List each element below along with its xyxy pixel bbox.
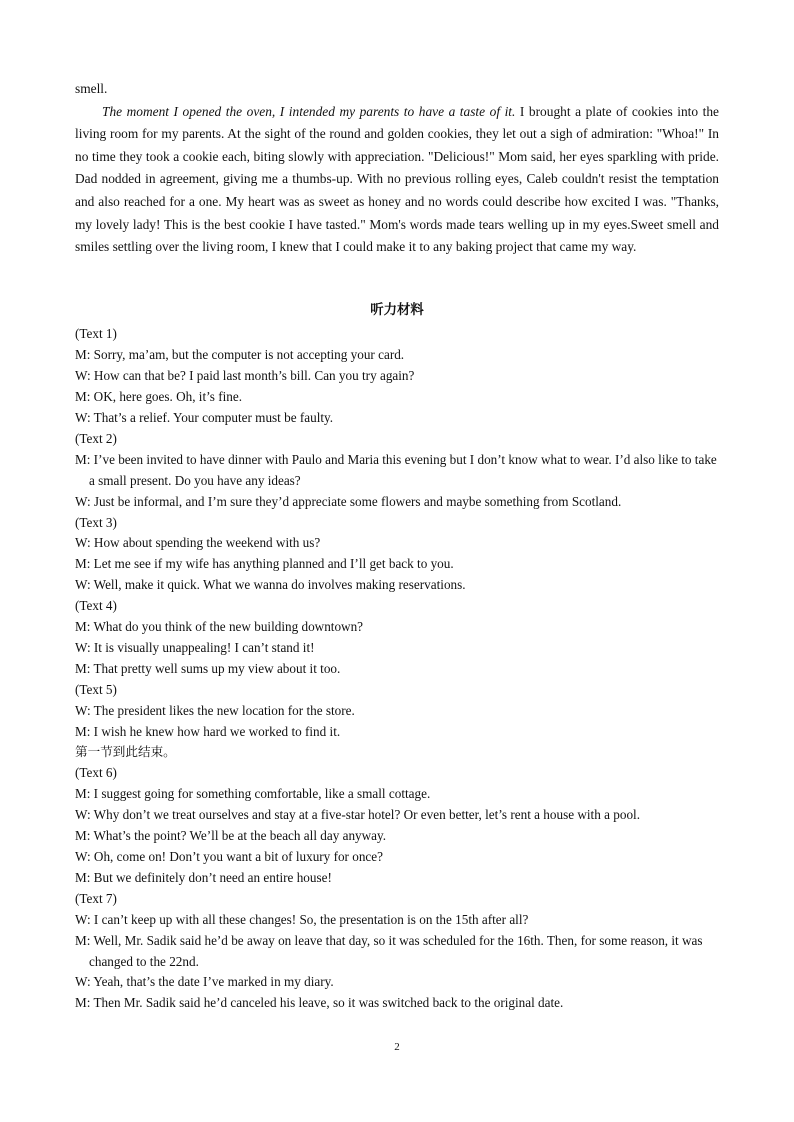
script-line: M: What’s the point? We’ll be at the beach all day anyway. <box>75 828 387 844</box>
script-line: M: But we definitely don’t need an entire house! <box>75 869 332 885</box>
script-line: M: What do you think of the new building downtown? <box>75 619 364 635</box>
script-line: W: Well, make it quick. What we wanna do involves making reservations. <box>75 577 466 593</box>
script-line: W: That’s a relief. Your computer must be faulty. <box>75 409 334 425</box>
story-body: I brought a plate of cookies into the living room for my parents. At the sight of the round and golden cookies, they let out a sigh of admiration: "Whoa!" In no time they took a cookie each, biting slowly with appreciation. "Delicious!" Mom said, her eyes sparkling with pride. Dad nodded in agreement, giving me a thumbs-up. With no previous rolling eyes, Caleb couldn't resist the temptation and also reached for a one. My heart was as sweet as honey and no words could describe how excited I was. "Thanks, my lovely lady! This is the best cookie I have tasted." Mom's words made tears welling up in my eyes.Sweet smell and smiles settling over the living room, I knew that I could make it to any baking project that came my way. <box>75 103 719 255</box>
listening-script <box>75 324 719 1014</box>
script-line: (Text 3) <box>75 514 117 530</box>
script-line: W: Why don’t we treat ourselves and stay at a five-star hotel? Or even better, let’s rent a house with a pool. <box>75 807 641 823</box>
script-line: W: It is visually unappealing! I can’t stand it! <box>75 639 315 655</box>
script-line: M: OK, here goes. Oh, it’s fine. <box>75 389 243 405</box>
script-line: (Text 7) <box>75 890 117 906</box>
story-paragraph <box>75 101 719 259</box>
script-line: (Text 1) <box>75 326 117 342</box>
script-line: M: I’ve been invited to have dinner with Paulo and Maria this evening but I don’t know what to wear. I’d also like to take a small present. Do you have any ideas? <box>75 451 717 488</box>
script-line: (Text 4) <box>75 598 117 614</box>
script-line: M: I suggest going for something comfortable, like a small cottage. <box>75 786 431 802</box>
script-line: W: Yeah, that’s the date I’ve marked in my diary. <box>75 974 334 990</box>
script-line: (Text 5) <box>75 681 117 697</box>
story-lead-sentence: The moment I opened the oven, I intended my parents to have a taste of it. <box>102 103 516 119</box>
listening-materials-title: 听力材料 <box>370 302 424 318</box>
page-content <box>75 78 719 1014</box>
script-line: M: Then Mr. Sadik said he’d canceled his leave, so it was switched back to the original date. <box>75 995 564 1011</box>
script-line: M: Sorry, ma’am, but the computer is not accepting your card. <box>75 347 405 363</box>
continued-paragraph: smell. <box>75 81 108 96</box>
script-line: 第一节到此结束。 <box>75 744 176 760</box>
script-line: W: How can that be? I paid last month’s bill. Can you try again? <box>75 368 415 384</box>
script-line: W: I can’t keep up with all these changes! So, the presentation is on the 15th after all? <box>75 911 529 927</box>
script-line: W: Oh, come on! Don’t you want a bit of luxury for once? <box>75 849 383 864</box>
script-line: (Text 6) <box>75 765 117 781</box>
script-line: W: How about spending the weekend with us? <box>75 535 321 551</box>
script-line: W: The president likes the new location for the store. <box>75 702 355 718</box>
script-line: W: Just be informal, and I’m sure they’d appreciate some flowers and maybe something from Scotland. <box>75 493 622 509</box>
script-line: M: Let me see if my wife has anything planned and I’ll get back to you. <box>75 556 454 572</box>
script-line: (Text 2) <box>75 430 117 446</box>
script-line: M: Well, Mr. Sadik said he’d be away on leave that day, so it was scheduled for the 16th. Then, for some reason, it was changed to the 22nd. <box>75 932 703 969</box>
script-line: M: I wish he knew how hard we worked to find it. <box>75 723 341 739</box>
script-line: M: That pretty well sums up my view about it too. <box>75 660 341 676</box>
page-number: 2 <box>394 1041 400 1053</box>
